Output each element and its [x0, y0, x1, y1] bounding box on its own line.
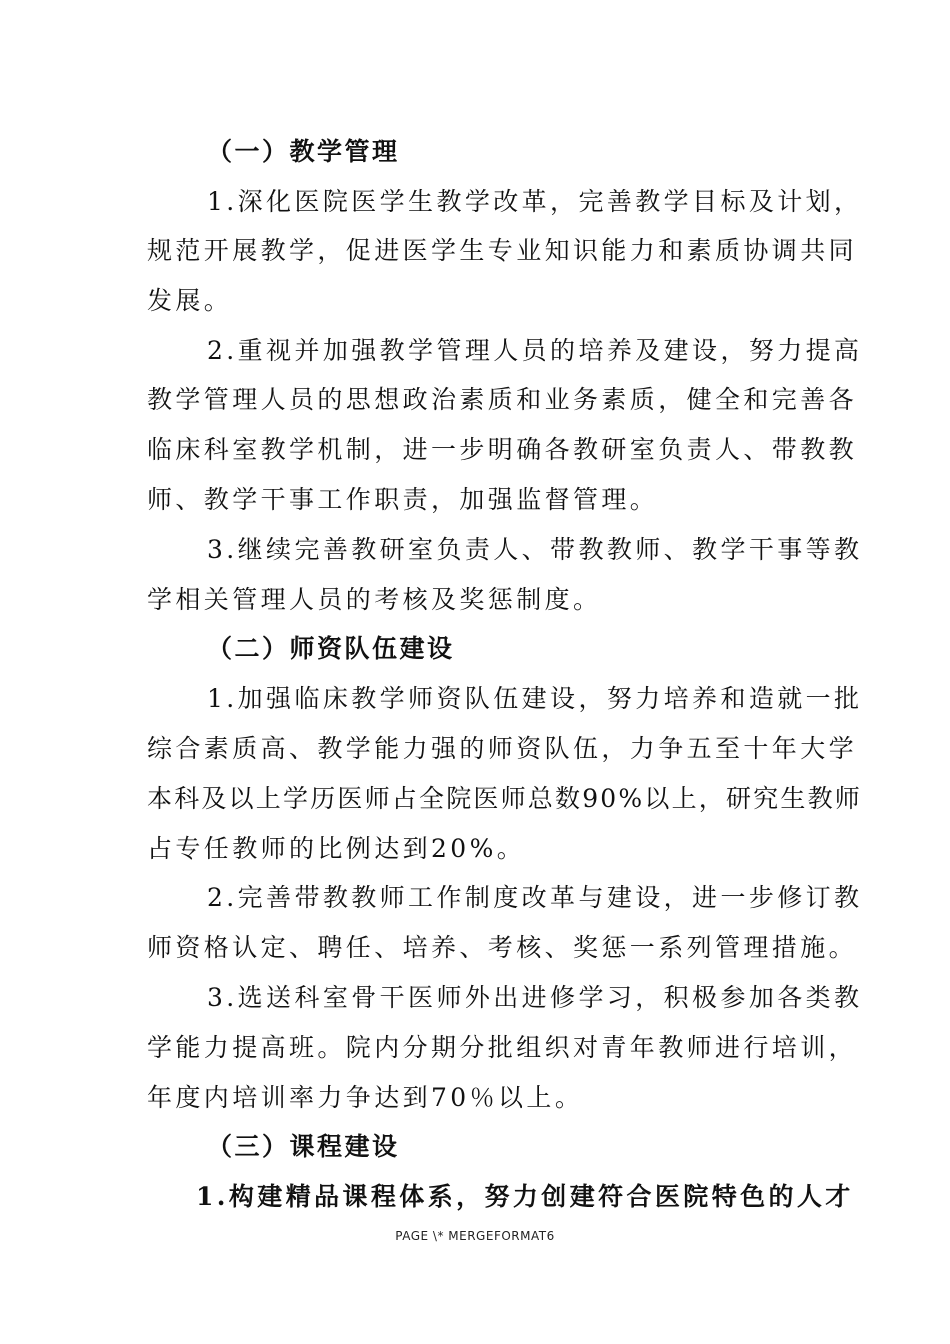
section-heading-teaching-management: （一）教学管理 — [207, 137, 400, 166]
paragraph-line: 发展。 — [147, 286, 233, 315]
paragraph-line: 3.继续完善教研室负责人、带教教师、教学干事等教 — [207, 535, 863, 564]
paragraph-line: 师资格认定、聘任、培养、考核、奖惩一系列管理措施。 — [147, 933, 858, 962]
paragraph-line: 学能力提高班。院内分期分批组织对青年教师进行培训， — [147, 1033, 858, 1062]
paragraph-line: 占专任教师的比例达到20%。 — [147, 834, 526, 863]
paragraph-line: 规范开展教学，促进医学生专业知识能力和素质协调共同 — [147, 236, 858, 265]
paragraph-line: 1.深化医院医学生教学改革，完善教学目标及计划， — [207, 187, 863, 216]
section-heading-faculty-building: （二）师资队伍建设 — [207, 634, 455, 663]
paragraph-line: 学相关管理人员的考核及奖惩制度。 — [147, 585, 602, 614]
paragraph-line: 1.构建精品课程体系，努力创建符合医院特色的人才 — [196, 1182, 854, 1211]
paragraph-line: 2.完善带教教师工作制度改革与建设，进一步修订教 — [207, 883, 863, 912]
paragraph-line: 教学管理人员的思想政治素质和业务素质，健全和完善各 — [147, 385, 858, 414]
paragraph-line: 临床科室教学机制，进一步明确各教研室负责人、带教教 — [147, 435, 858, 464]
paragraph-line: 本科及以上学历医师占全院医师总数90%以上，研究生教师 — [147, 784, 862, 813]
paragraph-line: 3.选送科室骨干医师外出进修学习，积极参加各类教 — [207, 983, 863, 1012]
section-heading-course-building: （三）课程建设 — [207, 1132, 400, 1161]
paragraph-line: 年度内培训率力争达到70％以上。 — [147, 1083, 584, 1112]
paragraph-line: 师、教学干事工作职责，加强监督管理。 — [147, 485, 659, 514]
paragraph-line: 综合素质高、教学能力强的师资队伍，力争五至十年大学 — [147, 734, 858, 763]
page-footer: PAGE \* MERGEFORMAT6 — [395, 1229, 555, 1243]
paragraph-line: 1.加强临床教学师资队伍建设，努力培养和造就一批 — [207, 684, 863, 713]
paragraph-line: 2.重视并加强教学管理人员的培养及建设，努力提高 — [207, 336, 863, 365]
